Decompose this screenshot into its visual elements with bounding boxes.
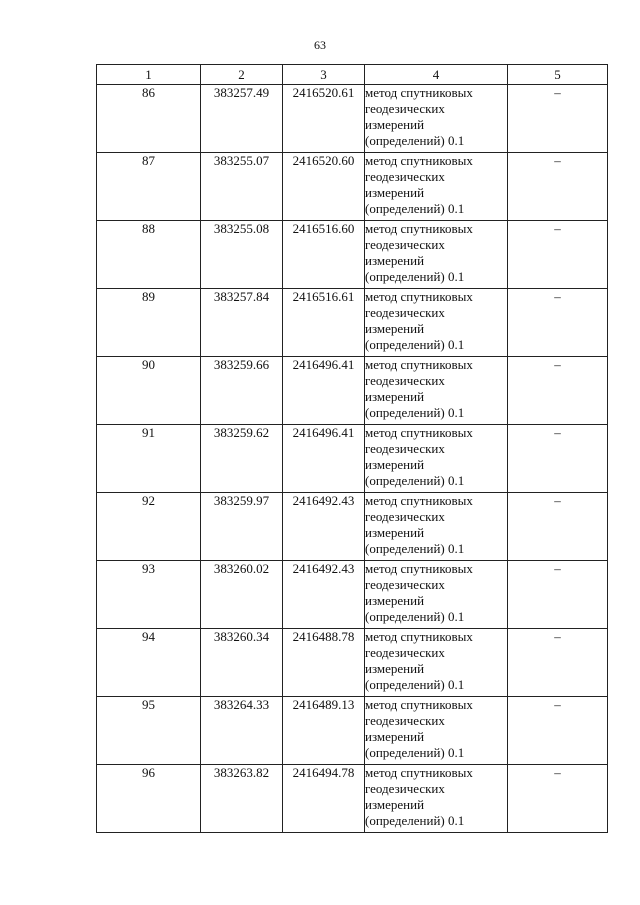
x-coordinate-cell: 383257.84 [201, 289, 283, 357]
point-number-cell: 87 [97, 153, 201, 221]
description-cell: – [508, 357, 608, 425]
point-number-cell: 86 [97, 85, 201, 153]
method-line: (определений) 0.1 [365, 609, 465, 624]
coordinates-table [96, 64, 608, 833]
method-cell [365, 629, 508, 697]
method-line: метод спутниковых [365, 765, 473, 780]
y-coordinate-cell: 2416520.60 [283, 153, 365, 221]
description-cell: – [508, 629, 608, 697]
y-coordinate-cell: 2416492.43 [283, 561, 365, 629]
header-row [97, 65, 608, 85]
column-header-2: 2 [201, 65, 283, 85]
method-line: геодезических [365, 101, 445, 116]
description-cell: – [508, 85, 608, 153]
description-cell: – [508, 289, 608, 357]
y-coordinate-cell: 2416489.13 [283, 697, 365, 765]
point-number-cell: 96 [97, 765, 201, 833]
method-cell [365, 85, 508, 153]
method-line: измерений [365, 185, 425, 200]
method-line: (определений) 0.1 [365, 745, 465, 760]
method-line: геодезических [365, 577, 445, 592]
method-line: метод спутниковых [365, 561, 473, 576]
method-line: (определений) 0.1 [365, 813, 465, 828]
method-line: геодезических [365, 373, 445, 388]
x-coordinate-cell: 383260.34 [201, 629, 283, 697]
method-line: геодезических [365, 441, 445, 456]
method-line: (определений) 0.1 [365, 473, 465, 488]
x-coordinate-cell: 383255.08 [201, 221, 283, 289]
x-coordinate-cell: 383259.97 [201, 493, 283, 561]
table-body [97, 85, 608, 833]
table-row [97, 289, 608, 357]
method-line: (определений) 0.1 [365, 269, 465, 284]
table-row [97, 765, 608, 833]
x-coordinate-cell: 383260.02 [201, 561, 283, 629]
table-row [97, 425, 608, 493]
column-header-1: 1 [97, 65, 201, 85]
method-line: измерений [365, 593, 425, 608]
method-line: метод спутниковых [365, 85, 473, 100]
y-coordinate-cell: 2416496.41 [283, 425, 365, 493]
method-cell [365, 765, 508, 833]
method-cell [365, 697, 508, 765]
y-coordinate-cell: 2416496.41 [283, 357, 365, 425]
point-number-cell: 88 [97, 221, 201, 289]
method-line: геодезических [365, 305, 445, 320]
method-line: геодезических [365, 237, 445, 252]
method-cell [365, 357, 508, 425]
y-coordinate-cell: 2416516.60 [283, 221, 365, 289]
table-row [97, 221, 608, 289]
column-header-4: 4 [365, 65, 508, 85]
point-number-cell: 94 [97, 629, 201, 697]
method-line: (определений) 0.1 [365, 201, 465, 216]
method-line: измерений [365, 457, 425, 472]
table-row [97, 629, 608, 697]
method-line: метод спутниковых [365, 493, 473, 508]
method-line: (определений) 0.1 [365, 337, 465, 352]
x-coordinate-cell: 383259.62 [201, 425, 283, 493]
point-number-cell: 95 [97, 697, 201, 765]
table-row [97, 153, 608, 221]
method-line: метод спутниковых [365, 221, 473, 236]
table-row [97, 697, 608, 765]
description-cell: – [508, 697, 608, 765]
table-row [97, 85, 608, 153]
y-coordinate-cell: 2416488.78 [283, 629, 365, 697]
method-cell [365, 289, 508, 357]
method-line: (определений) 0.1 [365, 677, 465, 692]
point-number-cell: 93 [97, 561, 201, 629]
method-line: геодезических [365, 645, 445, 660]
method-line: измерений [365, 729, 425, 744]
point-number-cell: 92 [97, 493, 201, 561]
x-coordinate-cell: 383264.33 [201, 697, 283, 765]
method-line: геодезических [365, 169, 445, 184]
x-coordinate-cell: 383255.07 [201, 153, 283, 221]
description-cell: – [508, 765, 608, 833]
method-cell [365, 425, 508, 493]
method-line: метод спутниковых [365, 357, 473, 372]
method-line: измерений [365, 253, 425, 268]
method-line: метод спутниковых [365, 153, 473, 168]
method-line: измерений [365, 525, 425, 540]
method-line: измерений [365, 117, 425, 132]
method-line: (определений) 0.1 [365, 541, 465, 556]
table-header [97, 65, 608, 85]
method-cell [365, 493, 508, 561]
method-line: измерений [365, 389, 425, 404]
method-line: геодезических [365, 781, 445, 796]
method-cell [365, 153, 508, 221]
method-line: (определений) 0.1 [365, 405, 465, 420]
column-header-5: 5 [508, 65, 608, 85]
method-line: геодезических [365, 713, 445, 728]
x-coordinate-cell: 383257.49 [201, 85, 283, 153]
method-line: метод спутниковых [365, 289, 473, 304]
description-cell: – [508, 493, 608, 561]
point-number-cell: 90 [97, 357, 201, 425]
table-row [97, 357, 608, 425]
description-cell: – [508, 153, 608, 221]
point-number-cell: 89 [97, 289, 201, 357]
method-line: измерений [365, 321, 425, 336]
method-line: метод спутниковых [365, 425, 473, 440]
method-cell [365, 221, 508, 289]
description-cell: – [508, 561, 608, 629]
method-line: (определений) 0.1 [365, 133, 465, 148]
y-coordinate-cell: 2416516.61 [283, 289, 365, 357]
method-line: геодезических [365, 509, 445, 524]
method-line: метод спутниковых [365, 629, 473, 644]
x-coordinate-cell: 383263.82 [201, 765, 283, 833]
point-number-cell: 91 [97, 425, 201, 493]
y-coordinate-cell: 2416494.78 [283, 765, 365, 833]
table-row [97, 493, 608, 561]
description-cell: – [508, 425, 608, 493]
method-cell [365, 561, 508, 629]
y-coordinate-cell: 2416520.61 [283, 85, 365, 153]
method-line: измерений [365, 661, 425, 676]
y-coordinate-cell: 2416492.43 [283, 493, 365, 561]
x-coordinate-cell: 383259.66 [201, 357, 283, 425]
description-cell: – [508, 221, 608, 289]
method-line: измерений [365, 797, 425, 812]
method-line: метод спутниковых [365, 697, 473, 712]
column-header-3: 3 [283, 65, 365, 85]
table-row [97, 561, 608, 629]
page-number: 63 [314, 38, 326, 52]
